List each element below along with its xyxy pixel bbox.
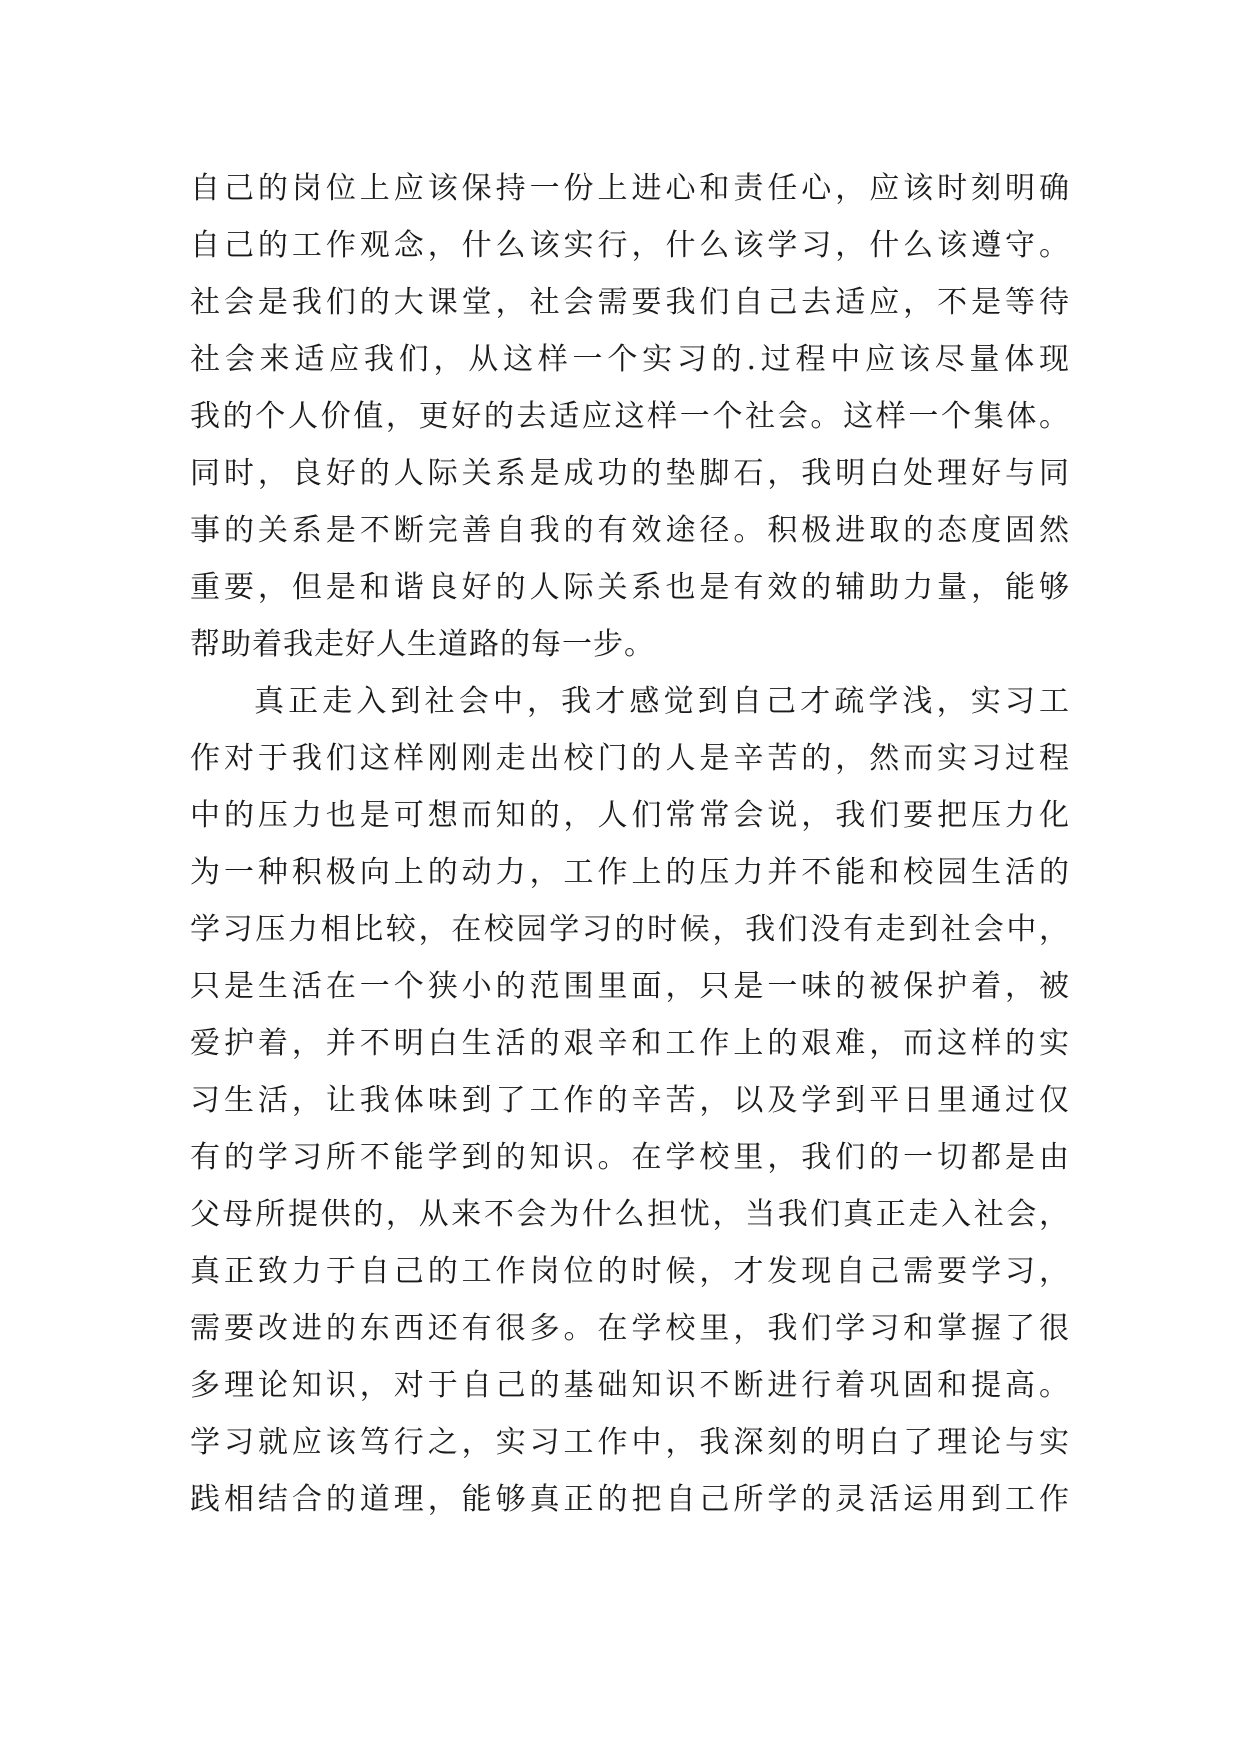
text-line: 我的个人价值，更好的去适应这样一个社会。这样一个集体。 xyxy=(190,399,1070,434)
text-line: 同时，良好的人际关系是成功的垫脚石，我明白处理好与同 xyxy=(190,456,1070,491)
text-line: 社会来适应我们，从这样一个实习的.过程中应该尽量体现 xyxy=(190,342,1070,377)
text-line: 事的关系是不断完善自我的有效途径。积极进取的态度固然 xyxy=(190,513,1070,548)
text-line: 中的压力也是可想而知的，人们常常会说，我们要把压力化 xyxy=(190,798,1070,833)
text-line: 父母所提供的，从来不会为什么担忧，当我们真正走入社会， xyxy=(190,1197,1070,1232)
text-line: 践相结合的道理，能够真正的把自己所学的灵活运用到工作 xyxy=(190,1482,1070,1517)
text-line: 重要，但是和谐良好的人际关系也是有效的辅助力量，能够 xyxy=(190,570,1070,605)
text-line: 真正致力于自己的工作岗位的时候，才发现自己需要学习， xyxy=(190,1254,1070,1289)
text-line: 社会是我们的大课堂，社会需要我们自己去适应，不是等待 xyxy=(190,285,1070,320)
text-line: 自己的工作观念，什么该实行，什么该学习，什么该遵守。 xyxy=(190,228,1070,263)
text-line: 自己的岗位上应该保持一份上进心和责任心，应该时刻明确 xyxy=(190,171,1070,206)
text-line: 学习就应该笃行之，实习工作中，我深刻的明白了理论与实 xyxy=(190,1425,1070,1460)
text-line: 爱护着，并不明白生活的艰辛和工作上的艰难，而这样的实 xyxy=(190,1026,1070,1061)
text-line: 多理论知识，对于自己的基础知识不断进行着巩固和提高。 xyxy=(190,1368,1070,1403)
text-line: 有的学习所不能学到的知识。在学校里，我们的一切都是由 xyxy=(190,1140,1070,1175)
text-line: 习生活，让我体味到了工作的辛苦，以及学到平日里通过仅 xyxy=(190,1083,1070,1118)
paragraph-end-line: 帮助着我走好人生道路的每一步。 xyxy=(190,627,655,662)
text-line: 学习压力相比较，在校园学习的时候，我们没有走到社会中， xyxy=(190,912,1070,947)
paragraph-start-line: 真正走入到社会中，我才感觉到自己才疏学浅，实习工 xyxy=(254,684,1070,719)
text-line: 作对于我们这样刚刚走出校门的人是辛苦的，然而实习过程 xyxy=(190,741,1070,776)
text-line: 为一种积极向上的动力，工作上的压力并不能和校园生活的 xyxy=(190,855,1070,890)
text-line: 只是生活在一个狭小的范围里面，只是一味的被保护着，被 xyxy=(190,969,1070,1004)
text-line: 需要改进的东西还有很多。在学校里，我们学习和掌握了很 xyxy=(190,1311,1070,1346)
body-text xyxy=(190,160,1070,1528)
